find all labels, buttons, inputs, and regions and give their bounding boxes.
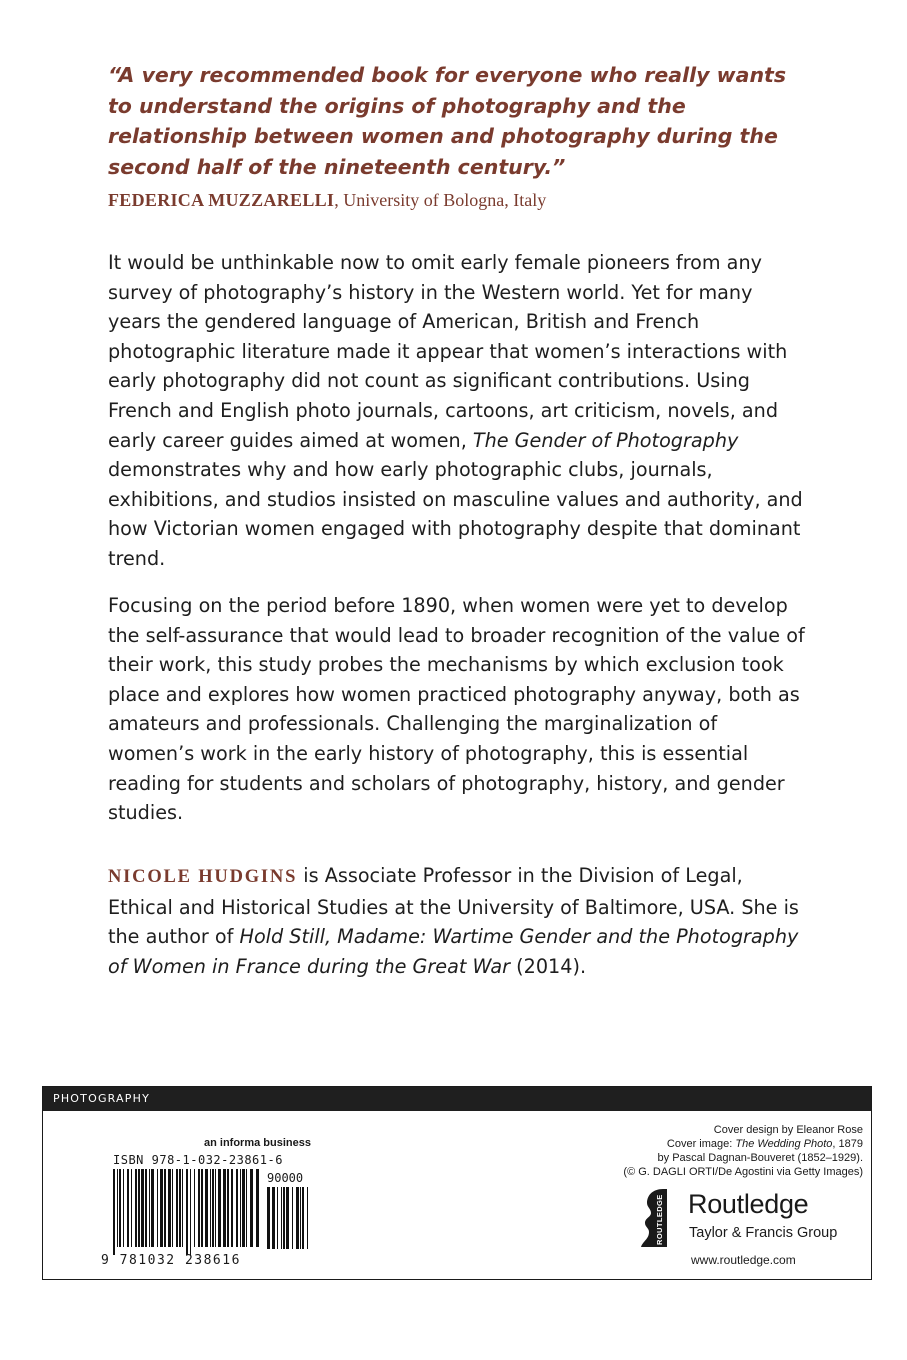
publisher-group: Taylor & Francis Group [689, 1225, 838, 1241]
author-previous-book: Hold Still, Madame: Wartime Gender and the Photography of Women in France during the Great War [108, 925, 799, 978]
description-text-b: demonstrates why and how early photographic clubs, journals, exhibitions, and studios insisted on masculine values and authority, and how Victorian women engaged with photography despite that dominant trend. [108, 458, 803, 570]
credit-design: Cover design by Eleanor Rose [713, 1124, 863, 1136]
credit-artist: by Pascal Dagnan-Bouveret (1852–1929). [657, 1152, 863, 1164]
isbn-text: ISBN 978-1-032-23861-6 [113, 1153, 283, 1167]
book-title: The Gender of Photography [472, 428, 739, 452]
isbn-barcode [113, 1169, 263, 1255]
credit-image [533, 1137, 863, 1151]
publisher-name: Routledge [688, 1189, 809, 1219]
description-paragraph-2: Focusing on the period before 1890, when women were yet to develop the self-assurance that would lead to broader recognition of the value of their work, this study probes the mechanisms by which exclusion took place and explores how women practiced photography anyway, both as amateurs and professionals. Challenging the marginalization of women’s work in the early history of photography, this is essential reading for students and scholars of photography, history, and gender studies. [108, 594, 805, 825]
footer-panel [42, 1086, 872, 1280]
author-bio [108, 861, 808, 981]
credit-image-year: , 1879 [832, 1138, 863, 1150]
category-label: PHOTOGRAPHY [43, 1087, 871, 1111]
endorsement-affiliation: , University of Bologna, Italy [334, 190, 547, 210]
author-bio-text-b: (2014). [510, 954, 587, 978]
description-text-a: It would be unthinkable now to omit early female pioneers from any survey of photography’s history in the Western world. Yet for many years the gendered language of American, British and French photographic literature made it appear that women’s interactions with early photography did not count as significant contributions. Using French and English photo journals, cartoons, art criticism, novels, and early career guides aimed at women, [108, 251, 788, 452]
price-code: 90000 [267, 1171, 304, 1185]
cover-credits [533, 1123, 863, 1179]
description-paragraph-1 [108, 248, 808, 574]
endorsement-quote: “A very recommended book for everyone who really wants to understand the origins of photography and the relationship between women and photography during the second half of the nineteenth century.” [108, 63, 787, 179]
endorsement-author: FEDERICA MUZZARELLI [108, 190, 335, 210]
informa-tagline: an informa business [204, 1137, 311, 1149]
credit-copyright: (© G. DAGLI ORTI/De Agostini via Getty Images) [623, 1166, 863, 1178]
credit-image-title: The Wedding Photo [735, 1138, 833, 1150]
author-name: NICOLE HUDGINS [108, 867, 298, 887]
price-barcode [267, 1187, 311, 1257]
publisher-website: www.routledge.com [691, 1253, 796, 1267]
credit-image-label: Cover image: [666, 1138, 736, 1150]
routledge-logo-icon [635, 1187, 675, 1249]
routledge-logo-text: ROUTLEDGE [655, 1194, 664, 1245]
barcode-digits: 9 781032 238616 [101, 1253, 241, 1268]
author-bio-text-a: is Associate Professor in the Division of Legal, Ethical and Historical Studies at the University of Baltimore, USA. She is the author of [108, 864, 799, 949]
endorsement-attribution [108, 188, 808, 212]
